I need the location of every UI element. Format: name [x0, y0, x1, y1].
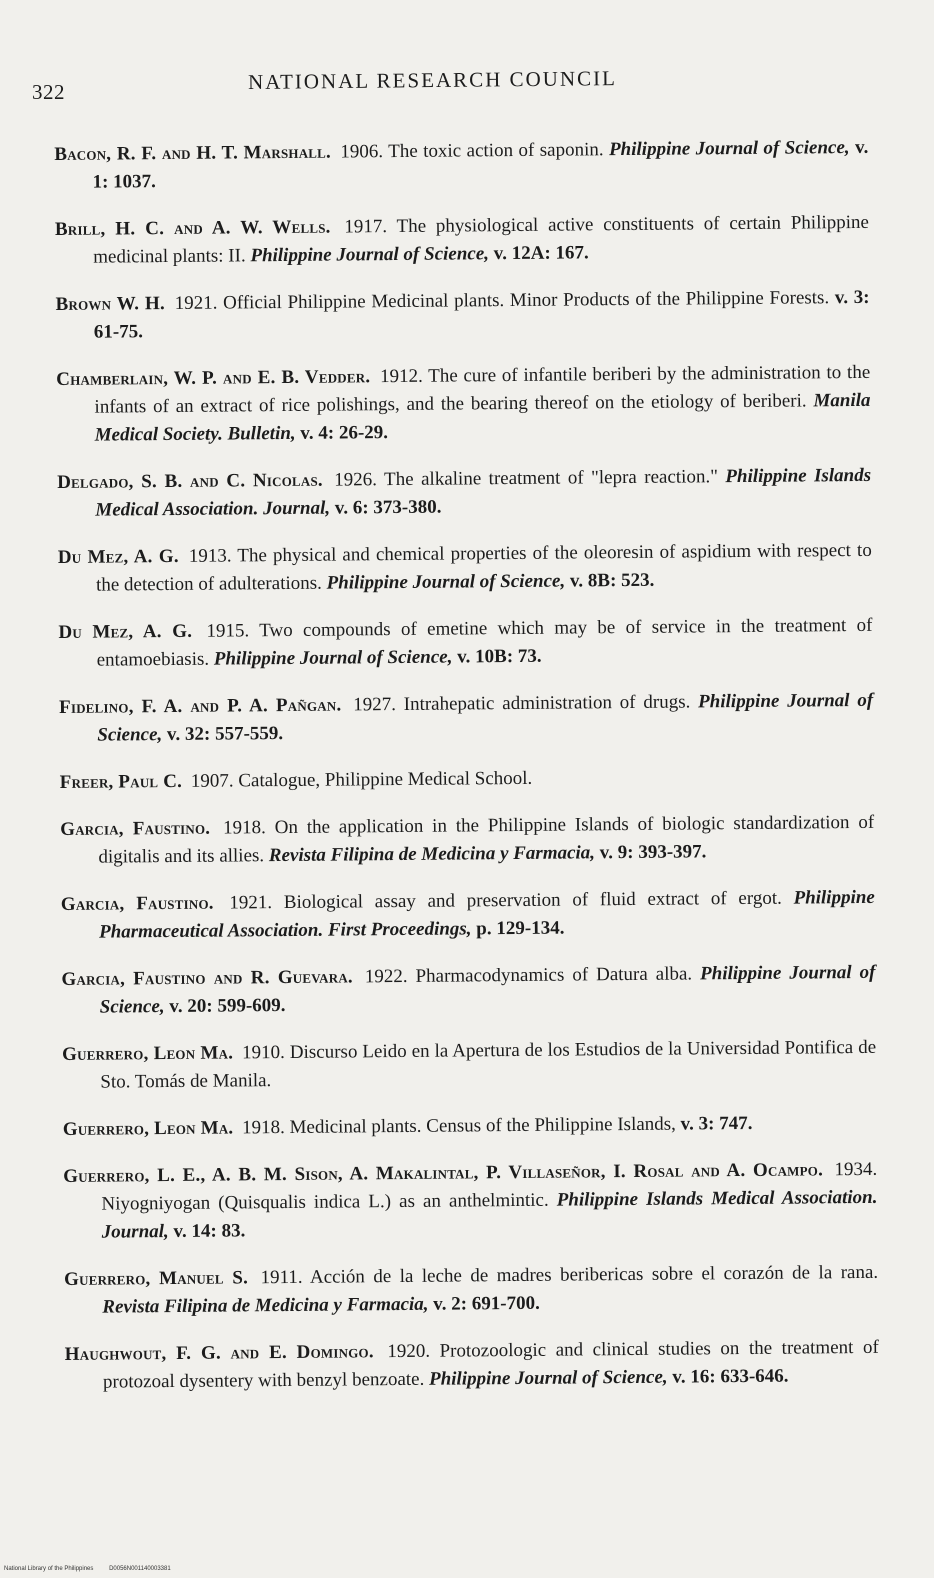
reference-details: v. 2: 691-700. — [433, 1292, 540, 1315]
reference-year: 1910. — [242, 1042, 285, 1064]
reference-journal: Philippine Journal of Science, — [97, 689, 874, 746]
reference-entry — [62, 1034, 876, 1097]
reference-details: v. 16: 633-646. — [672, 1365, 789, 1388]
reference-author: Du Mez, A. G. — [58, 620, 193, 643]
reference-entry — [57, 462, 871, 525]
reference-entry — [64, 1259, 878, 1322]
reference-details: v. 20: 599-609. — [169, 995, 286, 1018]
reference-title: Biological assay and preservation of fluid extract of ergot. — [283, 887, 782, 914]
reference-author: Guerrero, Leon Ma. — [62, 1042, 234, 1065]
reference-entry — [56, 359, 871, 450]
reference-entry — [59, 687, 873, 750]
reference-entry — [54, 134, 868, 197]
reference-year: 1915. — [206, 620, 250, 642]
reference-entry — [60, 809, 874, 872]
reference-title: Medicinal plants. Census of the Philippine Islands, — [289, 1113, 676, 1138]
reference-author: Haughwout, F. G. and E. Domingo. — [64, 1341, 374, 1365]
reference-title: Official Philippine Medicinal plants. Minor Products of the Philippine Forests. — [223, 287, 830, 314]
reference-author: Garcia, Faustino. — [60, 892, 214, 915]
reference-author: Brown W. H. — [55, 293, 166, 315]
reference-details: v. 4: 26-29. — [300, 422, 389, 444]
reference-journal: Philippine Journal of Science, — [326, 570, 566, 594]
reference-details: v. 9: 393-397. — [599, 841, 707, 864]
footer-library: National Library of the Philippines — [4, 1566, 94, 1572]
reference-year: 1921. — [174, 292, 218, 314]
footer-code: D0056N001140003381 — [109, 1566, 171, 1572]
reference-year: 1922. — [364, 965, 408, 988]
reference-entry — [55, 284, 869, 347]
reference-details: v. 10B: 73. — [457, 645, 542, 668]
reference-title: Niyogniyogan (Quisqualis indica L.) as an anthelmintic. — [101, 1189, 549, 1215]
reference-details: v. 8B: 523. — [569, 569, 655, 592]
reference-year: 1907. — [190, 770, 234, 792]
page-number: 322 — [32, 80, 65, 104]
reference-year: 1927. — [353, 694, 397, 716]
reference-title: The cure of infantile beriberi by the administration to the infants of an extract of rice polishings, and the bearing thereof on the etiology of beriberi. — [94, 361, 871, 418]
reference-journal: Philippine Pharmaceutical Association. First Proceedings, — [98, 886, 875, 943]
reference-author: Du Mez, A. G. — [57, 545, 179, 568]
reference-year: 1912. — [379, 365, 423, 388]
reference-year: 1921. — [229, 892, 273, 914]
reference-author: Garcia, Faustino and R. Guevara. — [61, 966, 353, 990]
reference-details: v. 3: 61-75. — [93, 286, 870, 343]
reference-title: Protozoologic and clinical studies on the treatment of protozoal dysentery with benzyl benzoate. — [102, 1336, 879, 1393]
reference-title: Pharmacodynamics of Datura alba. — [415, 963, 693, 987]
reference-entry — [61, 959, 875, 1022]
reference-title: Acción de la leche de madres beribericas sobre el corazón de la rana. — [309, 1261, 879, 1288]
reference-journal: Philippine Journal of Science, — [608, 137, 850, 161]
reference-title: The physical and chemical properties of the oleoresin of aspidium with respect to the detection of adulterations. — [95, 539, 872, 596]
reference-list — [54, 115, 879, 1403]
running-head: NATIONAL RESEARCH COUNCIL — [247, 66, 617, 94]
reference-details: v. 3: 747. — [680, 1112, 753, 1135]
reference-year: 1934. — [834, 1158, 878, 1181]
reference-title: The alkaline treatment of "lepra reaction." — [384, 466, 719, 491]
reference-entry — [61, 884, 875, 947]
reference-year: 1918. — [222, 817, 266, 839]
reference-year: 1917. — [344, 216, 388, 238]
reference-title: The physiological active constituents of certain Philippine medicinal plants: II. — [93, 211, 870, 268]
reference-journal: Philippine Journal of Science, — [428, 1366, 668, 1390]
reference-author: Fidelino, F. A. and P. A. Pañgan. — [59, 694, 342, 718]
reference-details: v. 14: 83. — [173, 1220, 246, 1242]
reference-author: Guerrero, Manuel S. — [64, 1267, 249, 1290]
reference-title: On the application in the Philippine Islands of biologic standardization of digitalis and its allies. — [98, 811, 875, 868]
reference-title: Discurso Leido en la Apertura de los Estudios de la Universidad Pontifica de Sto. Tomás de Manila. — [100, 1036, 877, 1093]
reference-author: Garcia, Faustino. — [60, 817, 211, 840]
reference-details: v. 6: 373-380. — [334, 496, 442, 519]
reference-details: v. 1: 1037. — [92, 136, 869, 193]
reference-author: Bacon, R. F. and H. T. Marshall. — [54, 141, 332, 165]
reference-title: Intrahepatic administration of drugs. — [403, 691, 691, 715]
reference-details: v. 32: 557-559. — [166, 723, 284, 746]
reference-title: The toxic action of saponin. — [388, 139, 604, 163]
reference-entry — [55, 209, 869, 272]
reference-entry — [60, 762, 874, 797]
reference-year: 1926. — [334, 469, 378, 491]
reference-author: Guerrero, Leon Ma. — [62, 1117, 234, 1140]
reference-journal: Revista Filipina de Medicina y Farmacia, — [102, 1293, 429, 1318]
reference-entry — [63, 1156, 878, 1247]
reference-details: v. 12A: 167. — [493, 242, 589, 265]
reference-title: Catalogue, Philippine Medical School. — [238, 767, 533, 792]
reference-year: 1906. — [340, 141, 384, 163]
scan-footer — [4, 1566, 171, 1572]
reference-journal: Manila Medical Society. Bulletin, — [94, 389, 871, 446]
reference-year: 1911. — [260, 1266, 303, 1289]
reference-journal: Revista Filipina de Medicina y Farmacia, — [268, 842, 596, 867]
reference-year: 1918. — [242, 1117, 285, 1139]
reference-journal: Philippine Islands Medical Association. Journal, — [101, 1186, 878, 1243]
reference-title: Two compounds of emetine which may be of service in the treatment of entamoebiasis. — [96, 614, 873, 671]
reference-author: Delgado, S. B. and C. Nicolas. — [57, 469, 323, 493]
reference-entry — [65, 1334, 879, 1397]
reference-entry — [58, 537, 872, 600]
reference-year: 1913. — [188, 545, 232, 567]
reference-author: Chamberlain, W. P. and E. B. Vedder. — [56, 366, 371, 390]
reference-author: Brill, H. C. and A. W. Wells. — [54, 216, 331, 240]
reference-journal: Philippine Journal of Science, — [213, 646, 453, 670]
reference-year: 1920. — [387, 1340, 431, 1363]
reference-journal: Philippine Islands Medical Association. Journal, — [95, 464, 872, 521]
reference-author: Guerrero, L. E., A. B. M. Sison, A. Makalintal, P. Villaseñor, I. Rosal and A. Ocampo. — [63, 1159, 824, 1187]
reference-details: p. 129-134. — [476, 917, 565, 940]
reference-author: Freer, Paul C. — [59, 770, 183, 793]
reference-journal: Philippine Journal of Science, — [99, 961, 876, 1018]
reference-entry — [58, 612, 872, 675]
reference-journal: Philippine Journal of Science, — [250, 243, 490, 267]
reference-entry — [63, 1109, 877, 1144]
